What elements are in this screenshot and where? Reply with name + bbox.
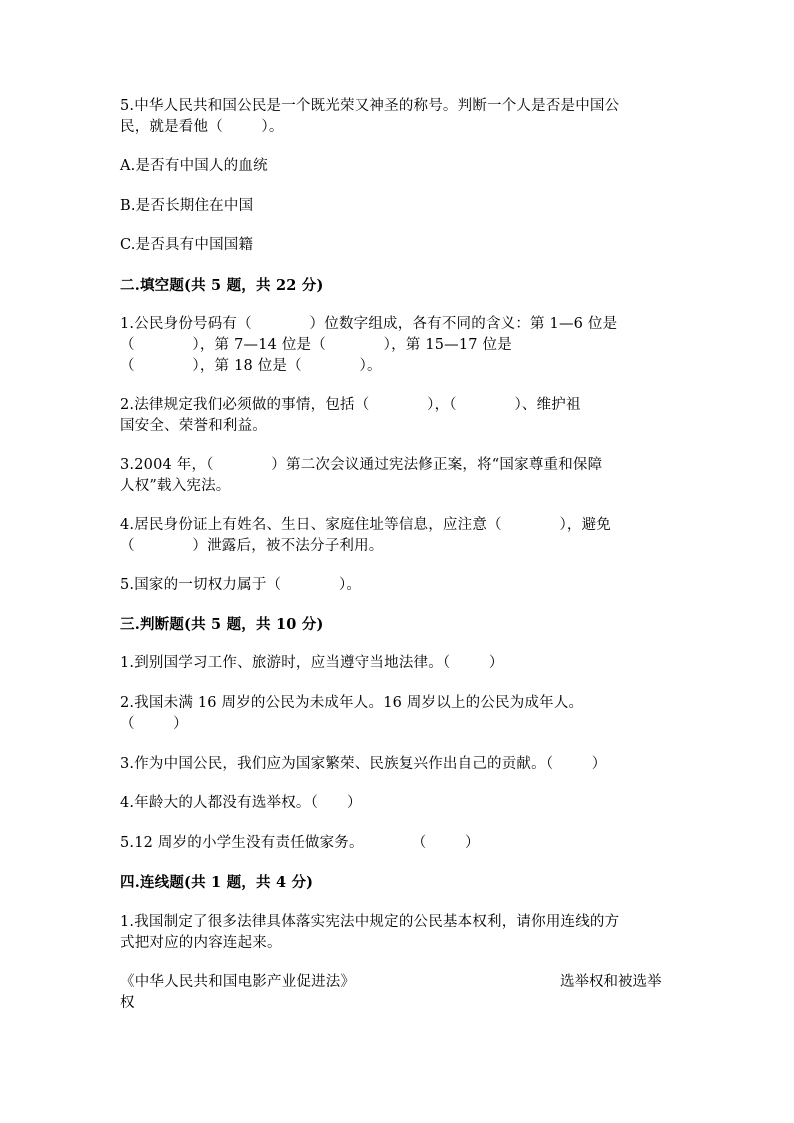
judge-q1: 1.到别国学习工作、旅游时，应当遵守当地法律。（ ）	[120, 655, 504, 671]
fill-q4-line1: 4.居民身份证上有姓名、生日、家庭住址等信息，应注意（ ），避免	[120, 517, 611, 533]
fill-q3-line1: 3.2004 年，（ ）第二次会议通过宪法修正案，将“国家尊重和保障	[120, 457, 603, 473]
section-heading-judge: 三.判断题(共 5 题，共 10 分)	[120, 616, 324, 633]
match-left-item: 《中华人民共和国电影产业促进法》	[120, 974, 356, 990]
fill-q1-line1: 1.公民身份号码有（ ）位数字组成，各有不同的含义：第 1—6 位是	[120, 316, 618, 332]
choice-option-a: A.是否有中国人的血统	[120, 158, 268, 174]
judge-q2-line2: （ ）	[120, 716, 188, 732]
section-heading-fill: 二.填空题(共 5 题，共 22 分)	[120, 277, 324, 294]
section-heading-match: 四.连线题(共 1 题，共 4 分)	[120, 874, 314, 891]
choice-option-c: C.是否具有中国国籍	[120, 237, 254, 253]
fill-q1-line2: （ ），第 7—14 位是（ ），第 15—17 位是	[120, 337, 512, 353]
match-right-item-line2: 权	[120, 995, 135, 1011]
judge-q5: 5.12 周岁的小学生没有责任做家务。 （ ）	[120, 835, 480, 851]
fill-q3-line2: 人权”载入宪法。	[120, 478, 231, 494]
match-q1-line1: 1.我国制定了很多法律具体落实宪法中规定的公民基本权利，请你用连线的方	[120, 914, 620, 930]
judge-q4: 4.年龄大的人都没有选举权。（ ）	[120, 795, 362, 811]
choice-option-b: B.是否长期住在中国	[120, 198, 254, 214]
fill-q4-line2: （ ）泄露后，被不法分子利用。	[120, 538, 384, 554]
choice-q5-line2: 民，就是看他（ ）。	[120, 119, 284, 135]
fill-q1-line3: （ ），第 18 位是（ ）。	[120, 358, 382, 374]
choice-q5-line1: 5.中华人民共和国公民是一个既光荣又神圣的称号。判断一个人是否是中国公	[120, 98, 620, 114]
fill-q2-line2: 国安全、荣誉和利益。	[120, 418, 267, 434]
judge-q3: 3.作为中国公民，我们应为国家繁荣、民族复兴作出自己的贡献。（ ）	[120, 756, 607, 772]
match-right-item-line1: 选举权和被选举	[560, 974, 662, 990]
fill-q2-line1: 2.法律规定我们必须做的事情，包括（ ），（ ）、维护祖	[120, 397, 581, 413]
fill-q5-line1: 5.国家的一切权力属于（ ）。	[120, 577, 362, 593]
match-q1-line2: 式把对应的内容连起来。	[120, 935, 282, 951]
judge-q2-line1: 2.我国未满 16 周岁的公民为未成年人。16 周岁以上的公民为成年人。	[120, 695, 584, 711]
